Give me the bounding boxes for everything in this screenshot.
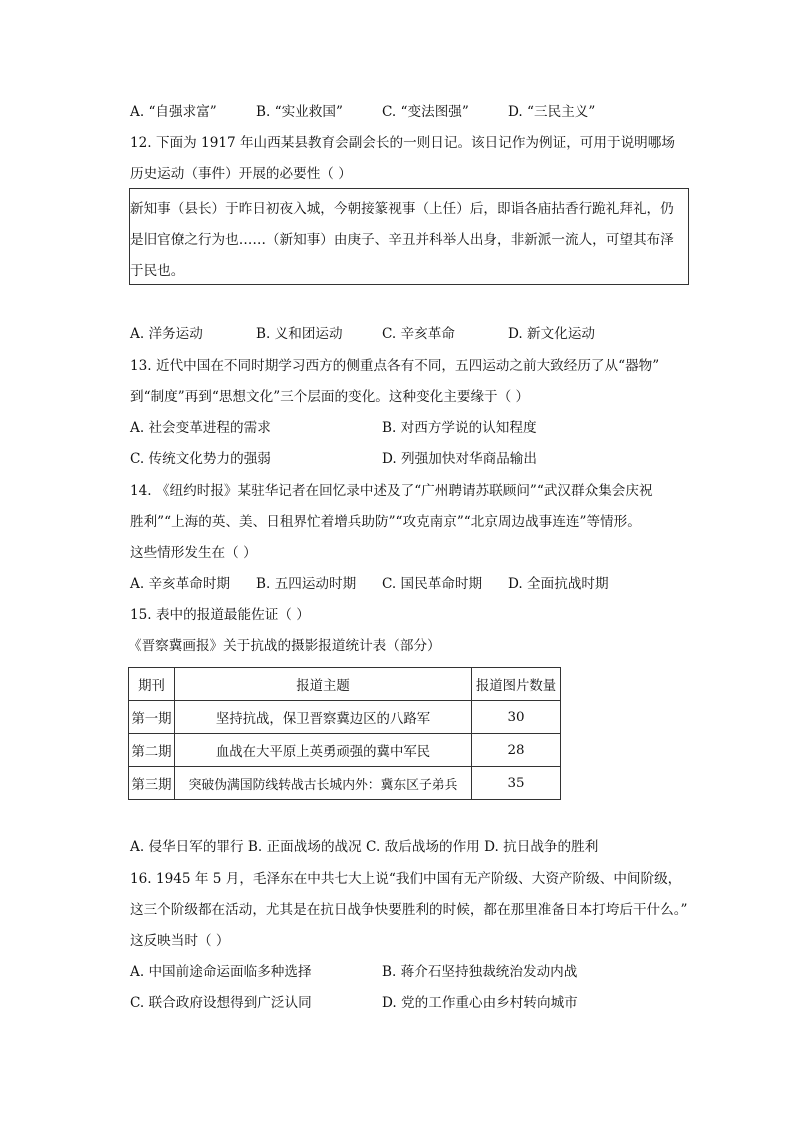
q16-option-a: A. 中国前途命运面临多种选择 [130, 964, 312, 980]
q16-stem-line-2: 这三个阶级都在活动，尤其是在抗日战争快要胜利的时候，都在那里准备日本打垮后干什么。” [130, 902, 688, 918]
q14-option-a: A. 辛亥革命时期 [130, 576, 231, 592]
q13-stem-line-1: 13. 近代中国在不同时期学习西方的侧重点各有不同，五四运动之前大致经历了从“器物” [130, 358, 660, 374]
q14-option-d: D. 全面抗战时期 [508, 576, 609, 592]
q15-options: A. 侵华日军的罪行 B. 正面战场的战况 C. 敌后战场的作用 D. 抗日战争的胜利 [130, 839, 599, 855]
table-row [129, 701, 561, 734]
table-cell: 第二期 [129, 734, 175, 767]
table-cell: 28 [472, 734, 561, 767]
table-cell: 突破伪满国防线转战古长城内外：冀东区子弟兵 [175, 767, 472, 800]
q12-option-b: B. 义和团运动 [256, 326, 343, 342]
q13-option-a: A. 社会变革进程的需求 [130, 420, 271, 436]
q13-option-d: D. 列强加快对华商品输出 [382, 451, 537, 467]
table-cell: 坚持抗战，保卫晋察冀边区的八路军 [175, 701, 472, 734]
q12-option-c: C. 辛亥革命 [382, 326, 455, 342]
q16-stem-line-1: 16. 1945 年 5 月，毛泽东在中共七大上说“我们中国有无产阶级、大资产阶级、中间阶级， [130, 871, 682, 887]
q12-option-d: D. 新文化运动 [508, 326, 596, 342]
q16-stem-line-3: 这反映当时（ ） [130, 933, 230, 949]
q16-option-b: B. 蒋介石坚持独裁统治发动内战 [382, 964, 578, 980]
q11-option-b: B. “实业救国” [256, 104, 343, 120]
q12-stem-line-2: 历史运动（事件）开展的必要性（ ） [130, 166, 352, 182]
table-cell: 第一期 [129, 701, 175, 734]
table-row [129, 734, 561, 767]
q12-option-a: A. 洋务运动 [130, 326, 203, 342]
q13-option-b: B. 对西方学说的认知程度 [382, 420, 537, 436]
table-header-cell: 报道图片数量 [472, 668, 561, 701]
q16-option-d: D. 党的工作重心由乡村转向城市 [382, 995, 578, 1011]
q12-stem-line-1: 12. 下面为 1917 年山西某县教育会副会长的一则日记。该日记作为例证，可用于说明哪场 [130, 135, 675, 151]
q13-option-c: C. 传统文化势力的强弱 [130, 451, 271, 467]
q12-quote-box [129, 188, 689, 285]
q13-stem-line-2: 到“制度”再到“思想文化”三个层面的变化。这种变化主要缘于（ ） [130, 389, 530, 405]
q12-quote-line-3: 于民也。 [130, 263, 185, 279]
table-cell: 35 [472, 767, 561, 800]
q15-stem: 15. 表中的报道最能佐证（ ） [130, 607, 310, 623]
q15-stats-table [128, 667, 561, 800]
q14-stem-line-1: 14. 《纽约时报》某驻华记者在回忆录中述及了“广州聘请苏联顾问”“武汉群众集会庆祝 [130, 483, 653, 499]
q14-option-b: B. 五四运动时期 [256, 576, 357, 592]
q15-table-caption: 《晋察冀画报》关于抗战的摄影报道统计表（部分） [128, 638, 441, 654]
table-header-cell: 报道主题 [175, 668, 472, 701]
table-cell: 血战在大平原上英勇顽强的冀中军民 [175, 734, 472, 767]
table-cell: 第三期 [129, 767, 175, 800]
q14-option-c: C. 国民革命时期 [382, 576, 483, 592]
q11-option-d: D. “三民主义” [508, 104, 596, 120]
q11-option-c: C. “变法图强” [382, 104, 469, 120]
table-header-row [129, 668, 561, 701]
q14-stem-line-2: 胜利”“上海的英、美、日租界忙着增兵助防”“攻克南京”“北京周边战事连连”等情形。 [130, 514, 641, 530]
table-header-cell: 期刊 [129, 668, 175, 701]
table-row [129, 767, 561, 800]
table-cell: 30 [472, 701, 561, 734]
q11-option-a: A. “自强求富” [130, 104, 217, 120]
q14-stem-line-3: 这些情形发生在（ ） [130, 545, 257, 561]
q12-quote-line-2: 是旧官僚之行为也……（新知事）由庚子、辛丑并科举人出身，非新派一流人，可望其布泽 [130, 232, 674, 248]
q16-option-c: C. 联合政府设想得到广泛认同 [130, 995, 312, 1011]
q12-quote-line-1: 新知事（县长）于昨日初夜入城，今朝接篆视事（上任）后，即诣各庙拈香行跪礼拜礼，仍 [130, 201, 674, 217]
